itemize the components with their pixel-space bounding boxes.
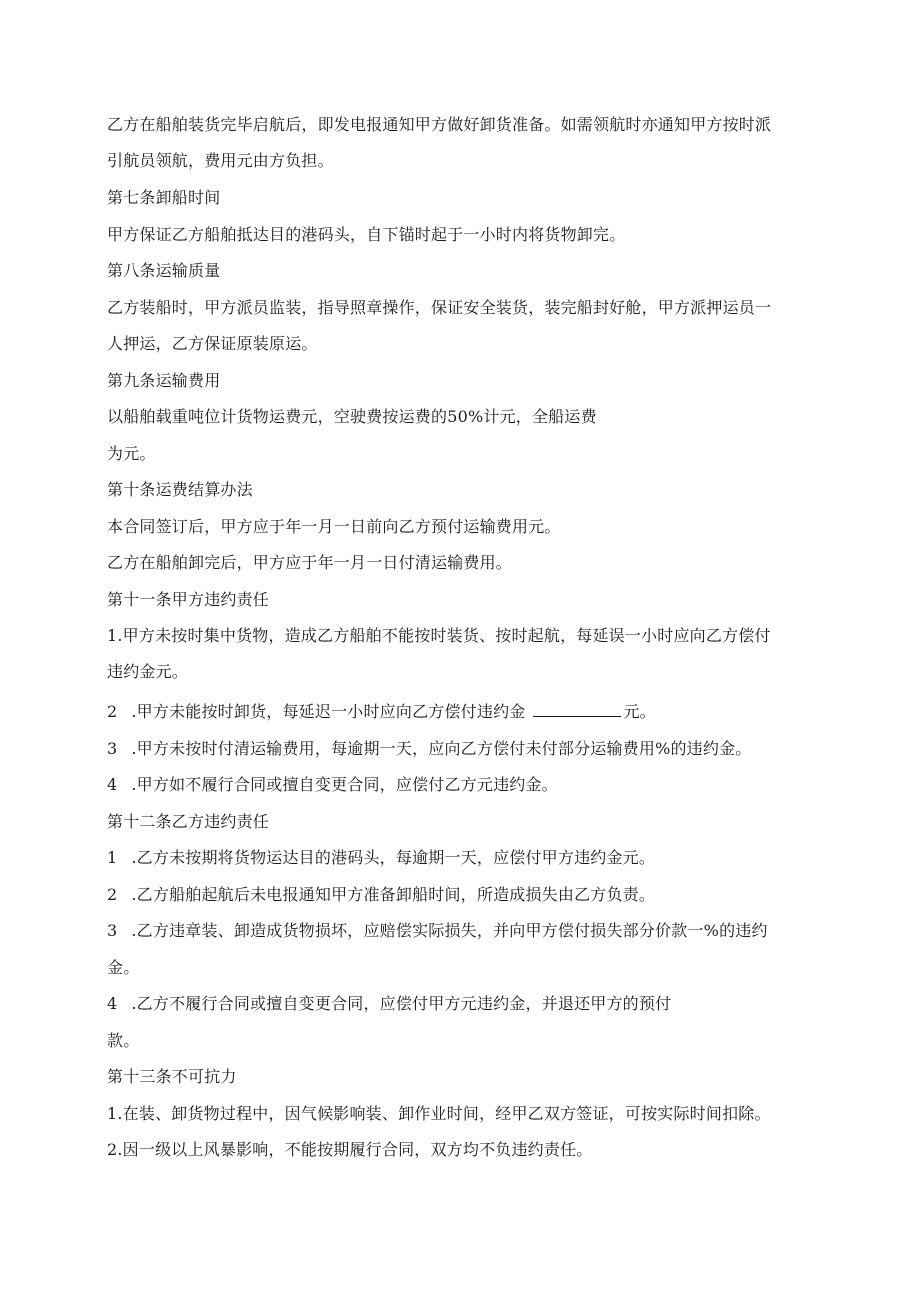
list-item: 2.因一级以上风暴影响，不能按期履行合同，双方均不负违约责任。	[107, 1140, 593, 1159]
list-item	[107, 738, 751, 760]
paragraph-line: 乙方装船时，甲方派员监装，指导照章操作，保证安全装货，装完船封好舱，甲方派押运员一	[107, 298, 772, 317]
list-item: 1.在装、卸货物过程中，因气候影响装、卸作业时间，经甲乙双方签证，可按实际时间扣除。	[107, 1104, 771, 1123]
item-number: 3	[107, 739, 118, 758]
section-title: 第十二条乙方违约责任	[107, 812, 270, 831]
fill-in-blank	[533, 702, 621, 717]
paragraph-line: 人押运，乙方保证原装原运。	[107, 334, 318, 353]
list-item	[107, 701, 656, 723]
item-number: 2	[107, 885, 118, 904]
list-item	[107, 847, 655, 869]
section-title: 第九条运输费用	[107, 371, 221, 390]
section-title: 第十三条不可抗力	[107, 1067, 237, 1086]
item-text: .乙方不履行合同或擅自变更合同，应偿付甲方元违约金，并退还甲方的预付	[131, 994, 672, 1013]
paragraph-line: 款。	[107, 1031, 140, 1050]
paragraph-line: 本合同签订后，甲方应于年一月一日前向乙方预付运输费用元。	[107, 517, 561, 536]
section-title: 第十条运费结算办法	[107, 480, 253, 499]
paragraph-line: 乙方在船舶装货完毕启航后，即发电报通知甲方做好卸货准备。如需领航时亦通知甲方按时派	[107, 115, 772, 134]
section-title: 第七条卸船时间	[107, 188, 221, 207]
paragraph-line: 乙方在船舶卸完后，甲方应于年一月一日付清运输费用。	[107, 553, 513, 572]
item-text-suffix: 元。	[623, 702, 656, 721]
item-number: 4	[107, 994, 118, 1013]
item-text: .甲方未按时付清运输费用，每逾期一天，应向乙方偿付未付部分运输费用%的违约金。	[131, 739, 752, 758]
paragraph-line: 引航员领航，费用元由方负担。	[107, 151, 334, 170]
paragraph-line: 违约金元。	[107, 662, 189, 681]
list-item	[107, 993, 671, 1015]
item-number: 3	[107, 921, 118, 940]
item-text: .乙方未按期将货物运达目的港码头，每逾期一天，应偿付甲方违约金元。	[131, 848, 656, 867]
paragraph-line: 为元。	[107, 444, 156, 463]
item-text: .甲方如不履行合同或擅自变更合同，应偿付乙方元违约金。	[131, 775, 558, 794]
item-text: .甲方未能按时卸货，每延迟一小时应向乙方偿付违约金	[131, 702, 526, 721]
item-text: .乙方船舶起航后未电报通知甲方准备卸船时间，所造成损失由乙方负责。	[131, 885, 656, 904]
item-number: 4	[107, 775, 118, 794]
paragraph-line: 以船舶载重吨位计货物运费元，空驶费按运费的50%计元，全船运费	[107, 407, 597, 426]
list-item	[107, 774, 558, 796]
list-item	[107, 920, 768, 942]
section-title: 第十一条甲方违约责任	[107, 590, 270, 609]
item-text: .乙方违章装、卸造成货物损坏，应赔偿实际损失，并向甲方偿付损失部分价款一%的违约	[131, 921, 768, 940]
paragraph-line: 金。	[107, 958, 140, 977]
list-item	[107, 884, 655, 906]
item-number: 1	[107, 848, 118, 867]
paragraph-line: 甲方保证乙方船舶抵达目的港码头，自下锚时起于一小时内将货物卸完。	[107, 225, 626, 244]
item-number: 2	[107, 702, 118, 721]
section-title: 第八条运输质量	[107, 261, 221, 280]
list-item: 1.甲方未按时集中货物，造成乙方船舶不能按时装货、按时起航，每延误一小时应向乙方偿付	[107, 626, 771, 645]
